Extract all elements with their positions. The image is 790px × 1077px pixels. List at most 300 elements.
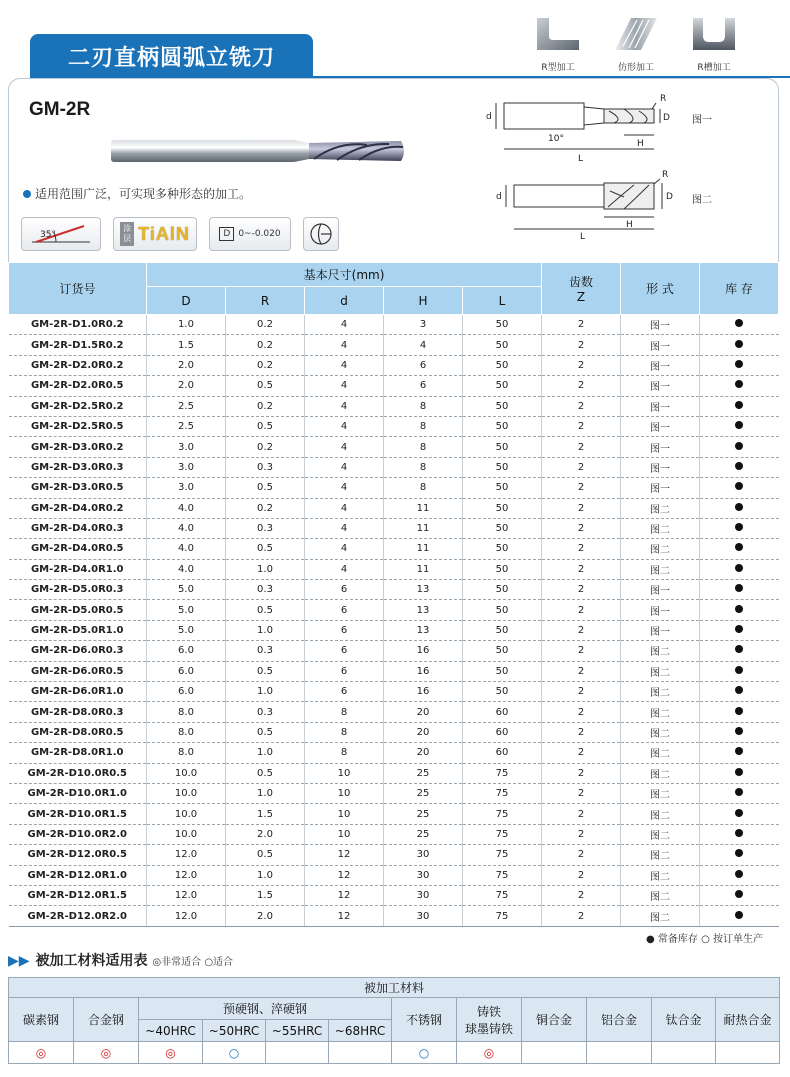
H-cell: 30	[384, 885, 463, 905]
table-row	[9, 722, 779, 742]
two-flute-icon	[303, 217, 339, 251]
D-cell: 6.0	[147, 661, 226, 681]
order-no-cell: GM-2R-D12.0R0.5	[9, 845, 147, 865]
d-cell: 12	[305, 906, 384, 926]
mat-h55: ~55HRC	[266, 1020, 329, 1042]
D-cell: 3.0	[147, 437, 226, 457]
stock-cell	[700, 845, 779, 865]
L-cell: 50	[463, 335, 542, 355]
header-H: H	[384, 287, 463, 315]
L-cell: 50	[463, 620, 542, 640]
stock-dot-icon	[735, 482, 743, 490]
fig2-D: D	[666, 192, 673, 202]
stock-cell	[700, 702, 779, 722]
R-cell: 0.2	[226, 396, 305, 416]
mat-cast-iron-label: 铸铁	[476, 1004, 501, 1019]
table-row	[9, 559, 779, 579]
H-cell: 4	[384, 335, 463, 355]
order-no-cell: GM-2R-D12.0R1.5	[9, 885, 147, 905]
table-row	[9, 600, 779, 620]
coating-badge	[113, 217, 197, 251]
D-cell: 12.0	[147, 845, 226, 865]
H-cell: 30	[384, 845, 463, 865]
teeth-cell: 2	[542, 355, 621, 375]
stock-cell	[700, 763, 779, 783]
table-row	[9, 641, 779, 661]
order-no-cell: GM-2R-D10.0R1.5	[9, 804, 147, 824]
stock-dot-icon	[735, 707, 743, 715]
table-row	[9, 620, 779, 640]
table-row	[9, 539, 779, 559]
teeth-cell: 2	[542, 906, 621, 926]
R-cell: 0.5	[226, 600, 305, 620]
L-cell: 50	[463, 580, 542, 600]
H-cell: 13	[384, 600, 463, 620]
d-cell: 10	[305, 804, 384, 824]
H-cell: 20	[384, 702, 463, 722]
stock-dot-icon	[735, 768, 743, 776]
d-cell: 6	[305, 620, 384, 640]
H-cell: 3	[384, 315, 463, 335]
stock-dot-icon	[735, 421, 743, 429]
D-cell: 1.0	[147, 315, 226, 335]
teeth-cell: 2	[542, 783, 621, 803]
form-cell: 图二	[621, 539, 700, 559]
header-D: D	[147, 287, 226, 315]
R-cell: 0.5	[226, 661, 305, 681]
header-stock: 库 存	[700, 263, 779, 315]
teeth-cell: 2	[542, 620, 621, 640]
L-cell: 50	[463, 498, 542, 518]
H-cell: 11	[384, 518, 463, 538]
stock-cell	[700, 824, 779, 844]
stock-cell	[700, 315, 779, 335]
stock-dot-icon	[735, 870, 743, 878]
teeth-cell: 2	[542, 416, 621, 436]
table-row	[9, 457, 779, 477]
table-row	[9, 885, 779, 905]
form-cell: 图二	[621, 661, 700, 681]
D-cell: 8.0	[147, 702, 226, 722]
R-cell: 0.3	[226, 580, 305, 600]
H-cell: 20	[384, 722, 463, 742]
figure-1-drawing	[484, 89, 704, 164]
d-cell: 4	[305, 355, 384, 375]
teeth-cell: 2	[542, 824, 621, 844]
stock-dot-icon	[735, 360, 743, 368]
mat-titanium: 钛合金	[652, 998, 716, 1042]
fig1-D: D	[663, 113, 670, 123]
R-cell: 0.2	[226, 315, 305, 335]
H-cell: 6	[384, 376, 463, 396]
L-cell: 75	[463, 804, 542, 824]
form-cell: 图二	[621, 682, 700, 702]
figure-1-label: 图一	[692, 115, 712, 126]
order-no-cell: GM-2R-D4.0R1.0	[9, 559, 147, 579]
header-order-no: 订货号	[9, 263, 147, 315]
H-cell: 25	[384, 824, 463, 844]
order-no-cell: GM-2R-D1.5R0.2	[9, 335, 147, 355]
d-cell: 4	[305, 416, 384, 436]
materials-values-row	[9, 1042, 780, 1064]
stock-dot-icon	[735, 340, 743, 348]
D-cell: 12.0	[147, 865, 226, 885]
order-no-cell: GM-2R-D12.0R2.0	[9, 906, 147, 926]
coating-text: TiAlN	[138, 223, 190, 244]
D-cell: 5.0	[147, 620, 226, 640]
L-cell: 60	[463, 702, 542, 722]
H-cell: 30	[384, 906, 463, 926]
H-cell: 20	[384, 743, 463, 763]
header-teeth-label: 齿数	[569, 275, 594, 289]
stock-cell	[700, 865, 779, 885]
teeth-cell: 2	[542, 845, 621, 865]
d-cell: 12	[305, 885, 384, 905]
d-cell: 6	[305, 641, 384, 661]
tolerance-d: D	[219, 227, 234, 241]
form-cell: 图二	[621, 845, 700, 865]
order-no-cell: GM-2R-D5.0R1.0	[9, 620, 147, 640]
order-no-cell: GM-2R-D2.0R0.5	[9, 376, 147, 396]
figure-2-label: 图二	[692, 195, 712, 206]
D-cell: 6.0	[147, 682, 226, 702]
description-text: 适用范围广泛，可实现多种形态的加工。	[35, 187, 252, 201]
form-cell: 图二	[621, 783, 700, 803]
order-no-cell: GM-2R-D12.0R1.0	[9, 865, 147, 885]
order-no-cell: GM-2R-D8.0R0.5	[9, 722, 147, 742]
product-table	[8, 262, 779, 927]
R-cell: 0.5	[226, 416, 305, 436]
stock-cell	[700, 518, 779, 538]
d-cell: 4	[305, 376, 384, 396]
stock-cell	[700, 906, 779, 926]
L-cell: 75	[463, 824, 542, 844]
mat-carbon-steel: 碳素钢	[9, 998, 74, 1042]
stock-cell	[700, 376, 779, 396]
d-cell: 6	[305, 600, 384, 620]
order-no-cell: GM-2R-D1.0R0.2	[9, 315, 147, 335]
header-teeth	[542, 263, 621, 315]
stock-dot-icon	[735, 523, 743, 531]
teeth-cell: 2	[542, 641, 621, 661]
table-row	[9, 580, 779, 600]
end-mill-photo	[109, 135, 409, 167]
mat-copper: 铜合金	[522, 998, 587, 1042]
d-cell: 4	[305, 315, 384, 335]
stock-dot-icon	[735, 788, 743, 796]
form-cell: 图二	[621, 763, 700, 783]
bullet-dot	[23, 190, 31, 198]
form-cell: 图一	[621, 376, 700, 396]
teeth-cell: 2	[542, 315, 621, 335]
form-cell: 图一	[621, 437, 700, 457]
R-cell: 0.3	[226, 641, 305, 661]
fig1-L: L	[578, 154, 584, 164]
form-cell: 图二	[621, 865, 700, 885]
stock-cell	[700, 641, 779, 661]
L-cell: 50	[463, 641, 542, 661]
table-row	[9, 845, 779, 865]
order-no-cell: GM-2R-D3.0R0.2	[9, 437, 147, 457]
mat-heat-resistant: 耐热合金	[716, 998, 780, 1042]
L-cell: 50	[463, 457, 542, 477]
L-cell: 50	[463, 682, 542, 702]
R-cell: 2.0	[226, 824, 305, 844]
order-no-cell: GM-2R-D2.5R0.2	[9, 396, 147, 416]
stock-dot-icon	[735, 584, 743, 592]
L-cell: 75	[463, 865, 542, 885]
fig1-R: R	[660, 94, 667, 104]
L-cell: 75	[463, 845, 542, 865]
R-cell: 1.5	[226, 804, 305, 824]
stock-dot-icon	[735, 462, 743, 470]
form-cell: 图一	[621, 416, 700, 436]
teeth-cell: 2	[542, 722, 621, 742]
H-cell: 13	[384, 580, 463, 600]
page-title: 二刃直柄圆弧立铣刀	[30, 34, 313, 78]
r-groove-icon	[684, 16, 744, 73]
teeth-cell: 2	[542, 600, 621, 620]
L-cell: 75	[463, 763, 542, 783]
H-cell: 8	[384, 416, 463, 436]
R-cell: 0.5	[226, 478, 305, 498]
D-cell: 10.0	[147, 763, 226, 783]
mat-hardened: 预硬钢、淬硬钢	[139, 998, 392, 1020]
H-cell: 13	[384, 620, 463, 640]
r-shape-label: R型加工	[541, 63, 575, 73]
fig1-H: H	[637, 139, 644, 149]
form-cell: 图一	[621, 478, 700, 498]
D-cell: 2.0	[147, 376, 226, 396]
stock-cell	[700, 620, 779, 640]
stock-cell	[700, 682, 779, 702]
order-no-cell: GM-2R-D6.0R0.5	[9, 661, 147, 681]
D-cell: 1.5	[147, 335, 226, 355]
table-row	[9, 702, 779, 722]
mat-h68: ~68HRC	[329, 1020, 392, 1042]
table-row	[9, 355, 779, 375]
L-cell: 50	[463, 396, 542, 416]
table-row	[9, 315, 779, 335]
stock-cell	[700, 457, 779, 477]
R-cell: 0.3	[226, 457, 305, 477]
form-cell: 图二	[621, 641, 700, 661]
mat-h40: ~40HRC	[139, 1020, 203, 1042]
stock-dot-icon	[735, 686, 743, 694]
form-cell: 图一	[621, 335, 700, 355]
D-cell: 4.0	[147, 559, 226, 579]
d-cell: 4	[305, 396, 384, 416]
stock-dot-icon	[735, 380, 743, 388]
mat-h50: ~50HRC	[203, 1020, 266, 1042]
order-no-cell: GM-2R-D5.0R0.5	[9, 600, 147, 620]
tolerance-badge	[209, 217, 291, 251]
stock-dot-icon	[735, 543, 743, 551]
material-suitability-cell: ◎	[9, 1042, 74, 1064]
form-cell: 图二	[621, 498, 700, 518]
teeth-cell: 2	[542, 518, 621, 538]
teeth-cell: 2	[542, 661, 621, 681]
teeth-cell: 2	[542, 763, 621, 783]
table-row	[9, 804, 779, 824]
teeth-cell: 2	[542, 865, 621, 885]
L-cell: 60	[463, 722, 542, 742]
order-no-cell: GM-2R-D4.0R0.3	[9, 518, 147, 538]
teeth-cell: 2	[542, 682, 621, 702]
materials-table	[8, 977, 780, 1064]
R-cell: 1.0	[226, 743, 305, 763]
D-cell: 2.0	[147, 355, 226, 375]
teeth-cell: 2	[542, 559, 621, 579]
table-row	[9, 661, 779, 681]
order-no-cell: GM-2R-D10.0R1.0	[9, 783, 147, 803]
D-cell: 10.0	[147, 804, 226, 824]
header-basic-dims: 基本尺寸(mm)	[147, 263, 542, 287]
tolerance-text: 0~-0.020	[238, 229, 281, 239]
L-cell: 50	[463, 600, 542, 620]
stock-cell	[700, 885, 779, 905]
H-cell: 25	[384, 783, 463, 803]
D-cell: 5.0	[147, 600, 226, 620]
stock-cell	[700, 804, 779, 824]
H-cell: 16	[384, 661, 463, 681]
mat-ductile-iron-label: 球墨铸铁	[464, 1021, 513, 1036]
R-cell: 0.2	[226, 335, 305, 355]
table-row	[9, 743, 779, 763]
form-cell: 图一	[621, 580, 700, 600]
material-suitability-cell: ◎	[457, 1042, 522, 1064]
r-groove-label: R槽加工	[697, 63, 731, 73]
R-cell: 0.2	[226, 355, 305, 375]
H-cell: 8	[384, 437, 463, 457]
header-d: d	[305, 287, 384, 315]
material-suitability-cell: ○	[203, 1042, 266, 1064]
header-form: 形 式	[621, 263, 700, 315]
R-cell: 0.5	[226, 539, 305, 559]
material-suitability-cell: ◎	[74, 1042, 139, 1064]
order-no-cell: GM-2R-D6.0R1.0	[9, 682, 147, 702]
product-panel	[8, 78, 779, 262]
stock-dot-icon	[735, 442, 743, 450]
fig1-d: d	[486, 112, 492, 122]
R-cell: 1.0	[226, 559, 305, 579]
d-cell: 6	[305, 661, 384, 681]
order-no-cell: GM-2R-D10.0R0.5	[9, 763, 147, 783]
teeth-cell: 2	[542, 498, 621, 518]
order-no-cell: GM-2R-D10.0R2.0	[9, 824, 147, 844]
R-cell: 0.2	[226, 437, 305, 457]
order-no-cell: GM-2R-D8.0R0.3	[9, 702, 147, 722]
L-cell: 75	[463, 783, 542, 803]
R-cell: 0.5	[226, 763, 305, 783]
form-cell: 图二	[621, 722, 700, 742]
material-suitability-cell: ○	[392, 1042, 457, 1064]
form-cell: 图一	[621, 315, 700, 335]
order-no-cell: GM-2R-D3.0R0.5	[9, 478, 147, 498]
H-cell: 11	[384, 559, 463, 579]
stock-dot-icon	[735, 727, 743, 735]
d-cell: 6	[305, 580, 384, 600]
L-cell: 60	[463, 743, 542, 763]
d-cell: 8	[305, 722, 384, 742]
materials-table-wrap	[8, 977, 779, 1064]
L-cell: 75	[463, 885, 542, 905]
D-cell: 3.0	[147, 478, 226, 498]
stock-cell	[700, 416, 779, 436]
fig2-L: L	[580, 232, 586, 242]
d-cell: 8	[305, 702, 384, 722]
order-no-cell: GM-2R-D5.0R0.3	[9, 580, 147, 600]
H-cell: 16	[384, 641, 463, 661]
form-cell: 图一	[621, 457, 700, 477]
d-cell: 4	[305, 539, 384, 559]
material-suitability-cell	[716, 1042, 780, 1064]
d-cell: 4	[305, 518, 384, 538]
stock-legend: ● 常备库存 ○ 按订单生产	[646, 934, 763, 945]
D-cell: 6.0	[147, 641, 226, 661]
d-cell: 12	[305, 865, 384, 885]
stock-dot-icon	[735, 666, 743, 674]
form-cell: 图二	[621, 906, 700, 926]
stock-dot-icon	[735, 605, 743, 613]
stock-dot-icon	[735, 890, 743, 898]
stock-cell	[700, 559, 779, 579]
R-cell: 0.3	[226, 702, 305, 722]
L-cell: 50	[463, 518, 542, 538]
table-row	[9, 824, 779, 844]
L-cell: 50	[463, 559, 542, 579]
header-R: R	[226, 287, 305, 315]
R-cell: 1.5	[226, 885, 305, 905]
stock-cell	[700, 335, 779, 355]
teeth-cell: 2	[542, 457, 621, 477]
stock-dot-icon	[735, 747, 743, 755]
order-no-cell: GM-2R-D3.0R0.3	[9, 457, 147, 477]
L-cell: 50	[463, 376, 542, 396]
helix-angle-icon	[26, 220, 96, 248]
form-cell: 图二	[621, 824, 700, 844]
stock-dot-icon	[735, 319, 743, 327]
header-L: L	[463, 287, 542, 315]
teeth-cell: 2	[542, 580, 621, 600]
form-cell: 图二	[621, 885, 700, 905]
form-cell: 图一	[621, 396, 700, 416]
material-suitability-cell	[522, 1042, 587, 1064]
mat-stainless: 不锈钢	[392, 998, 457, 1042]
L-cell: 50	[463, 661, 542, 681]
H-cell: 8	[384, 478, 463, 498]
order-no-cell: GM-2R-D4.0R0.5	[9, 539, 147, 559]
order-no-cell: GM-2R-D6.0R0.3	[9, 641, 147, 661]
profile-icon	[606, 16, 666, 73]
product-table-wrap	[8, 262, 779, 927]
machining-icons	[528, 16, 778, 72]
stock-dot-icon	[735, 829, 743, 837]
H-cell: 30	[384, 865, 463, 885]
form-cell: 图二	[621, 518, 700, 538]
stock-cell	[700, 580, 779, 600]
L-cell: 50	[463, 478, 542, 498]
H-cell: 16	[384, 682, 463, 702]
order-no-cell: GM-2R-D2.0R0.2	[9, 355, 147, 375]
order-no-cell: GM-2R-D2.5R0.5	[9, 416, 147, 436]
fig1-angle: 10°	[548, 134, 564, 144]
stock-dot-icon	[735, 503, 743, 511]
stock-cell	[700, 783, 779, 803]
materials-title-bar	[8, 950, 233, 970]
D-cell: 2.5	[147, 396, 226, 416]
stock-dot-icon	[735, 564, 743, 572]
